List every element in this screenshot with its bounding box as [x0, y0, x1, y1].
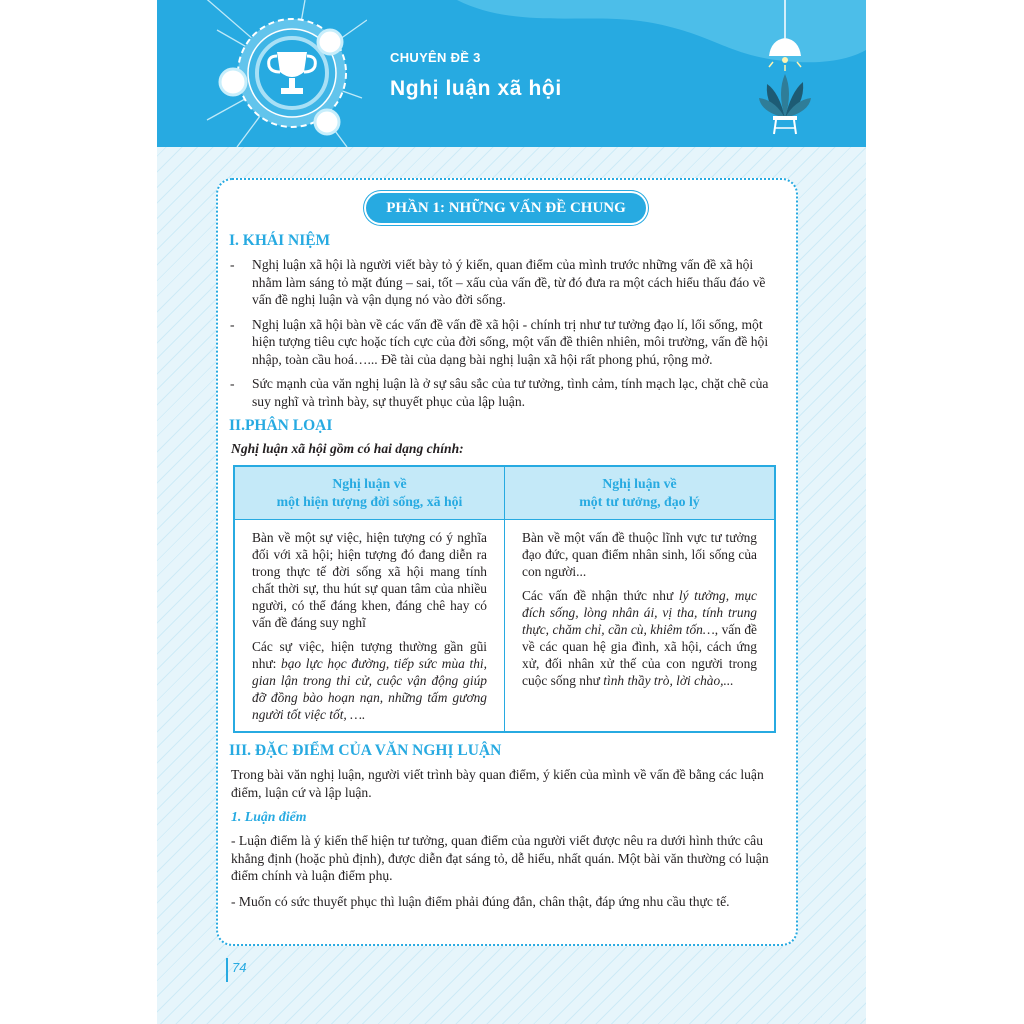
table-header-phenomenon: Nghị luận về một hiện tượng đời sống, xã hội [234, 466, 505, 520]
list-item: - Luận điểm là ý kiến thể hiện tư tưởng, quan điểm của người viết được nêu ra dưới hình thức câu khẳng định (hoặc phủ định), được diễn đạt sáng tỏ, dễ hiểu, nhất quán. Một bài văn thường có luận điểm chính và luận điểm phụ. [231, 833, 769, 883]
list-item: - Nghị luận xã hội là người viết bày tỏ ý kiến, quan điểm của mình trước những vấn đề xã hội nhằm làm sáng tỏ mặt đúng – sai, tốt – xấu của vấn đề, từ đó đưa ra một cách hiểu thấu đáo về vấn đề nghị luận và vận dụng nó vào đời sống. [230, 257, 766, 307]
footer-divider [226, 958, 228, 982]
table-row [234, 520, 775, 733]
list-item: - Muốn có sức thuyết phục thì luận điểm phải đúng đắn, chân thật, đáp ứng nhu cầu thực tế. [231, 893, 730, 909]
characteristics-intro: Trong bài văn nghị luận, người viết trình bày quan điểm, ý kiến của mình về vấn đề bằng các luận điểm, luận cứ và lập luận. [231, 767, 764, 800]
classification-intro: Nghị luận xã hội gồm có hai dạng chính: [231, 441, 464, 456]
main-content [229, 228, 779, 918]
part-title-badge: PHẦN 1: NHỮNG VẤN ĐỀ CHUNG [366, 193, 646, 223]
list-item: - Sức mạnh của văn nghị luận là ở sự sâu sắc của tư tưởng, tình cảm, tính mạch lạc, chặt chẽ của suy nghĩ và trình bày, sự thuyết phục của lập luận. [230, 376, 769, 409]
subheading-thesis: 1. Luận điểm [231, 809, 307, 824]
section-heading-classification: II.PHÂN LOẠI [229, 417, 333, 434]
table-cell-phenomenon: Bàn về một sự việc, hiện tượng có ý nghĩa đối với xã hội; hiện tượng đó đang diễn ra trong thực tế đời sống xã hội mang tính chất thời sự, thu hút sự quan tâm của nhiều người, có thể đáng khen, đáng chê hay có vấn đề đáng suy nghĩ Các sự việc, hiện tượng thường gần gũi như: bạo lực học đường, tiếp sức mùa thi, gian lận trong thi cử, cuộc vận động giúp đỡ đồng bào hoạn nạn, những tấm gương người tốt việc tốt, …. [234, 520, 505, 733]
chapter-label: CHUYÊN ĐỀ 3 [390, 50, 481, 65]
table-header-ideology: Nghị luận về một tư tưởng, đạo lý [505, 466, 776, 520]
table-header-row [234, 466, 775, 520]
chapter-header [157, 0, 866, 147]
table-cell-ideology: Bàn về một vấn đề thuộc lĩnh vực tư tưởng đạo đức, quan điểm nhân sinh, lối sống của con người... Các vấn đề nhận thức như lý tưởng, mục đích sống, lòng nhân ái, vị tha, tính trung thực, chăm chỉ, cần cù, khiêm tốn…, vấn đề về các quan hệ gia đình, xã hội, cách ứng xử, đối nhân xử thế của con người trong cuộc sống như tình thầy trò, lời chào,... [505, 520, 776, 733]
section-heading-characteristics: III. ĐẶC ĐIỂM CỦA VĂN NGHỊ LUẬN [229, 742, 502, 759]
page-number: 74 [232, 960, 247, 975]
lamp-plant-decoration-icon [747, 0, 827, 147]
trophy-emblem-icon [197, 0, 367, 147]
chapter-title: Nghị luận xã hội [390, 77, 562, 100]
list-item: - Nghị luận xã hội bàn về các vấn đề vấn đề xã hội - chính trị như tư tưởng đạo lí, lối sống, một hiện tượng tiêu cực hoặc tích cực của đời sống, một vấn đề thiên nhiên, môi trường, vấn đề hội nhập, toàn cầu hoá…... Đề tài của dạng bài nghị luận xã hội rất phong phú, rộng mở. [230, 316, 769, 367]
comparison-table [233, 465, 776, 733]
section-heading-concept: I. KHÁI NIỆM [229, 232, 331, 249]
